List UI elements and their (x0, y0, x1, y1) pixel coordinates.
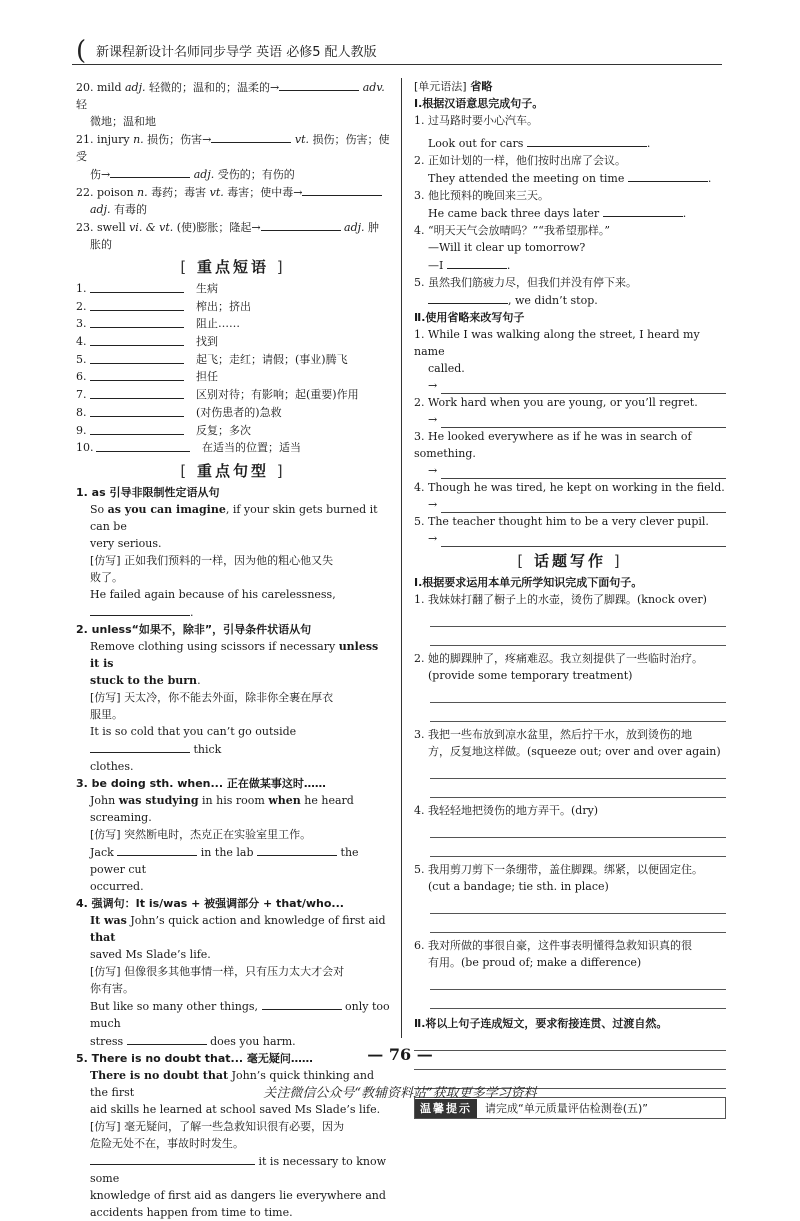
answer-blank[interactable] (279, 78, 359, 91)
answer-blank[interactable] (261, 218, 341, 231)
answer-line: clothes. (90, 759, 134, 773)
answer-blank[interactable] (90, 386, 184, 399)
grammar-item-cn: 5. 虽然我们筋疲力尽，但我们并没有停下来。 (414, 276, 637, 289)
rewrite-answer[interactable]: → (414, 530, 726, 547)
writing-heading: [ 话题写作 ] (517, 552, 623, 570)
phrase-item: 1. 生病 (76, 282, 218, 295)
grammar-item-en: He came back three days later . (414, 204, 726, 222)
answer-line[interactable] (430, 760, 726, 779)
vocab-line: 23. swell vi. & vt. (使)膨胀；隆起→ adj. 肿 (76, 218, 390, 236)
grammar-item-en: —I . (414, 256, 726, 274)
example-line: It was John’s quick action and knowledge of first aid that (90, 913, 386, 944)
vocab-line: 21. injury n. 损伤；伤害→ vt. 损伤；伤害；使受 (76, 130, 390, 165)
pattern-heading: 1. as 引导非限制性定语从句 (76, 485, 220, 499)
answer-blank[interactable] (447, 256, 507, 269)
vocab-line: 22. poison n. 毒药；毒害 vt. 毒害；使中毒→ (76, 183, 390, 201)
answer-line: knowledge of first aid as dangers lie everywhere and (90, 1188, 386, 1202)
vocab-section (76, 78, 390, 253)
footer-note: 关注微信公众号“教辅资料站”获取更多学习资料 (263, 1086, 537, 1101)
vocab-line: 胀的 (90, 238, 112, 251)
answer-line: accidents happen from time to time. (90, 1205, 293, 1219)
rewrite-item: called. (428, 362, 465, 375)
grammar-item-en: , we didn’t stop. (414, 291, 726, 309)
answer-line: It is so cold that you can’t go outside thick (90, 724, 297, 756)
phrase-item: 10. 在适当的位置；适当 (76, 441, 301, 455)
answer-blank[interactable] (628, 169, 708, 182)
imitation-line: [仿写] 正如我们预料的一样，因为他的粗心他又失 (90, 553, 334, 567)
rewrite-answer[interactable]: → (414, 377, 726, 394)
answer-line[interactable] (430, 684, 726, 703)
answer-blank[interactable] (428, 291, 508, 304)
answer-blank[interactable] (127, 1032, 207, 1045)
rewrite-item: 3. He looked everywhere as if he was in search of something. (414, 430, 692, 460)
rewrite-item: 4. Though he was tired, he kept on working in the field. (414, 481, 725, 494)
answer-line[interactable] (430, 895, 726, 914)
answer-line: occurred. (90, 879, 144, 893)
answer-blank[interactable] (117, 843, 197, 856)
writing-item: 3. 我把一些布放到凉水盆里，然后拧干水，放到烫伤的地 方，反复地这样做。(squeeze out; over and over again) (414, 726, 726, 798)
rewrite-item: 2. Work hard when you are young, or you’ll regret. (414, 396, 698, 409)
imitation-line: [仿写] 天太冷，你不能去外面，除非你全裹在厚衣 (90, 690, 334, 704)
answer-line[interactable] (430, 971, 726, 990)
answer-blank[interactable] (90, 333, 184, 346)
tip-label: 温馨提示 (415, 1099, 477, 1118)
answer-line: Jack in the lab the power cut (76, 843, 390, 878)
answer-blank[interactable] (96, 439, 190, 452)
grammar-item-cn: 1. 过马路时要小心汽车。 (414, 114, 538, 127)
grammar-heading: [单元语法] 省略 (414, 80, 493, 93)
pattern-heading: 2. unless“如果不，除非”，引导条件状语从句 (76, 622, 312, 636)
answer-line[interactable] (430, 838, 726, 857)
phrase-item: 5. 起飞；走红；请假；(事业)腾飞 (76, 352, 348, 366)
answer-line: But like so many other things, only too much (76, 997, 390, 1032)
vocab-line: 20. mild adj. 轻微的；温和的；温柔的→ adv. 轻 (76, 78, 390, 113)
tip-text: 请完成“单元质量评估检测卷(五)” (485, 1101, 648, 1115)
answer-blank[interactable] (603, 204, 683, 217)
answer-blank[interactable] (90, 740, 190, 753)
answer-blank[interactable] (90, 422, 184, 435)
sentence-pattern-3 (76, 775, 390, 895)
grammar-item-en: Look out for cars . (414, 129, 726, 152)
answer-blank[interactable] (90, 280, 184, 293)
imitation-line: 你有害。 (90, 981, 134, 995)
answer-blank[interactable] (90, 404, 184, 417)
answer-blank[interactable] (110, 165, 190, 178)
imitation-line: 危险无处不在，事故时时发生。 (90, 1136, 244, 1150)
example-line: There is no doubt that John’s quick thinking and the first (90, 1068, 374, 1099)
example-line: aid skills he learned at school saved Ms Slade’s life. (90, 1102, 381, 1116)
answer-line[interactable] (430, 819, 726, 838)
answer-line[interactable] (430, 914, 726, 933)
grammar-item-cn: 2. 正如计划的一样，他们按时出席了会议。 (414, 154, 626, 167)
example-line: John was studying in his room when he heard screaming. (90, 793, 354, 824)
answer-line: stress does you harm. (76, 1032, 390, 1050)
phrases-list (76, 280, 390, 457)
page-header (72, 34, 722, 65)
answer-blank[interactable] (90, 315, 184, 328)
answer-blank[interactable] (527, 129, 647, 147)
sentence-pattern-2 (76, 621, 390, 775)
pattern-heading: 5. There is no doubt that... 毫无疑问…… (76, 1051, 313, 1065)
answer-line: He failed again because of his carelessness,. (90, 587, 336, 619)
example-line: saved Ms Slade’s life. (90, 947, 211, 961)
writing-item: 4. 我轻轻地把烫伤的地方弄干。(dry) (414, 802, 726, 857)
vocab-line: 伤→ adj. 受伤的；有伤的 (76, 165, 390, 183)
grammar-part2-heading: Ⅱ.使用省略来改写句子 (414, 311, 525, 324)
sentence-pattern-1 (76, 484, 390, 621)
answer-blank[interactable] (90, 351, 184, 364)
phrases-heading: [ 重点短语 ] (180, 258, 286, 276)
imitation-line: 服里。 (90, 707, 123, 721)
imitation-line: [仿写] 突然断电时，杰克正在实验室里工作。 (90, 827, 312, 841)
answer-blank[interactable] (90, 368, 184, 381)
pattern-heading: 4. 强调句：It is/was + 被强调部分 + that/who... (76, 896, 344, 910)
rewrite-answer[interactable]: → (414, 462, 726, 479)
rewrite-answer[interactable]: → (414, 411, 726, 428)
answer-line[interactable] (430, 608, 726, 627)
pattern-heading: 3. be doing sth. when... 正在做某事这时…… (76, 776, 326, 790)
answer-blank[interactable] (257, 843, 337, 856)
answer-line: it is necessary to know some (76, 1152, 390, 1187)
answer-line[interactable] (430, 627, 726, 646)
column-divider (401, 78, 402, 1038)
phrase-item: 4. 找到 (76, 335, 218, 349)
imitation-line: 败了。 (90, 570, 123, 584)
grammar-item-en: —Will it clear up tomorrow? (428, 241, 586, 254)
answer-blank[interactable] (211, 130, 291, 143)
grammar-item-cn: 3. 他比预料的晚回来三天。 (414, 189, 549, 202)
phrase-item: 8. (对伤患者的)急救 (76, 405, 282, 419)
example-line: Remove clothing using scissors if necessary unless it is (90, 639, 379, 670)
vocab-line: 微地；温和地 (90, 115, 156, 128)
right-column (414, 78, 726, 1119)
phrase-item: 7. 区别对待；有影响；起(重要)作用 (76, 388, 359, 402)
imitation-line: [仿写] 毫无疑问，了解一些急救知识很有必要，因为 (90, 1119, 345, 1133)
imitation-line: [仿写] 但像很多其他事情一样，只有压力太大才会对 (90, 964, 345, 978)
grammar-item-en: They attended the meeting on time . (414, 169, 726, 187)
answer-blank[interactable] (302, 183, 382, 196)
writing-item: 1. 我妹妹打翻了橱子上的水壶，烫伤了脚踝。(knock over) (414, 591, 726, 646)
answer-blank[interactable] (90, 298, 184, 311)
rewrite-item: 1. While I was walking along the street, I heard my name (414, 328, 700, 358)
phrase-item: 6. 担任 (76, 370, 218, 384)
writing-item: 6. 我对所做的事很自豪，这件事表明懂得急救知识真的很 有用。(be proud of; make a difference) (414, 937, 726, 1009)
header-bracket: ( (76, 36, 87, 66)
sentences-heading: [ 重点句型 ] (180, 461, 286, 480)
answer-line[interactable] (430, 990, 726, 1009)
writing-part1-heading: Ⅰ.根据要求运用本单元所学知识完成下面句子。 (414, 576, 643, 589)
sentence-pattern-4 (76, 895, 390, 1050)
sentence-pattern-5 (76, 1050, 390, 1221)
vocab-line: adj. 有毒的 (90, 203, 148, 216)
phrase-item: 3. 阻止…… (76, 317, 240, 331)
writing-item: 5. 我用剪刀剪下一条绷带，盖住脚踝。绑紧，以便固定住。 (cut a bandage; tie sth. in place) (414, 861, 726, 933)
answer-blank[interactable] (90, 603, 190, 616)
answer-blank[interactable] (262, 997, 342, 1010)
example-line: stuck to the burn. (90, 673, 201, 687)
phrase-item: 9. 反复；多次 (76, 423, 251, 437)
example-line: So as you can imagine, if your skin gets burned it can be (90, 502, 378, 533)
phrase-item: 2. 榨出；挤出 (76, 299, 251, 313)
writing-part2-heading: Ⅱ.将以上句子连成短文，要求衔接连贯、过渡自然。 (414, 1017, 668, 1030)
grammar-item-cn: 4. “明天天气会放晴吗？”“我希望那样。” (414, 224, 610, 237)
rewrite-answer[interactable]: → (414, 496, 726, 513)
answer-blank[interactable] (90, 1152, 255, 1165)
answer-line[interactable] (430, 779, 726, 798)
grammar-part1-heading: Ⅰ.根据汉语意思完成句子。 (414, 97, 544, 110)
writing-item: 2. 她的脚踝肿了，疼痛难忍。我立刻提供了一些临时治疗。 (provide some temporary treatment) (414, 650, 726, 722)
answer-line[interactable] (430, 703, 726, 722)
example-line: very serious. (90, 536, 162, 550)
header-title: 新课程新设计名师同步导学 英语 必修5 配人教版 (96, 45, 377, 60)
rewrite-item: 5. The teacher thought him to be a very clever pupil. (414, 515, 709, 528)
page-number: — 76 — (367, 1045, 433, 1064)
